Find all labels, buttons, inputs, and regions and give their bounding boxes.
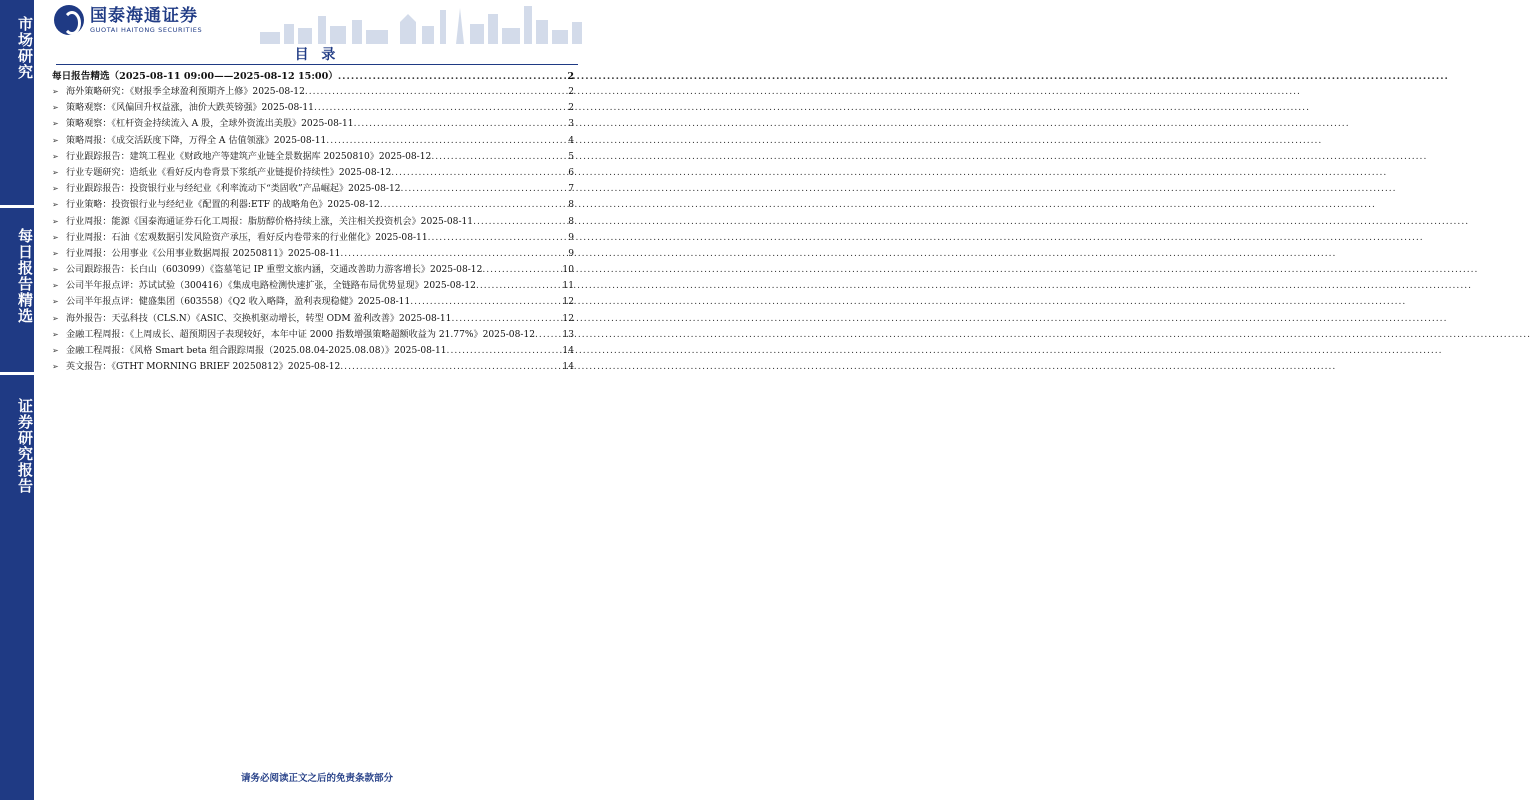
dot-leader [431,152,560,162]
toc-page-number: 11 [562,281,574,292]
toc-item-text: 行业周报：公用事业《公用事业数据周报 20250811》2025-08-11 [66,248,341,259]
sidebar-divider [0,372,34,375]
toc-item[interactable] [52,230,574,246]
brand-logo-icon [54,5,84,35]
dot-leader [338,71,560,82]
toc-page-number: 2 [568,103,574,114]
toc-page-number: 14 [562,362,574,373]
arrow-bullet-icon: ➢ [52,232,59,242]
toc-item[interactable] [52,246,574,262]
toc-page-number: 2 [567,71,574,82]
toc-item[interactable] [52,133,574,149]
toc-item[interactable] [52,181,574,197]
brand-name-cn: 国泰海通证券 [90,5,198,26]
toc-item[interactable] [52,116,574,132]
table-of-contents [52,68,574,375]
dot-leader [391,168,560,178]
dot-leader [305,87,560,97]
toc-item-text: 海外报告：天弘科技（CLS.N）《ASIC、交换机驱动增长，转型 ODM 盈利改善》2025-08-11 [66,313,452,324]
toc-item-text: 海外策略研究：《财报季全球盈利预期齐上修》2025-08-12 [66,87,305,97]
dot-leader [340,362,560,372]
dot-leader [476,281,560,291]
toc-item-text: 策略观察：《杠杆资金持续流入 A 股，全球外资流出美股》2025-08-11 [66,119,354,130]
dot-leader [428,233,560,243]
arrow-bullet-icon: ➢ [52,297,59,307]
arrow-bullet-icon: ➢ [52,362,59,372]
dot-leader [473,217,560,227]
dot-leader [314,103,560,113]
toc-item[interactable] [52,262,574,278]
toc-item[interactable] [52,165,574,181]
toc-page-number: 8 [568,200,574,211]
toc-page-number: 10 [562,265,574,276]
toc-page-number: 4 [568,135,574,146]
toc-section-title: 每日报告精选（2025-08-11 09:00——2025-08-12 15:00） [52,71,338,82]
toc-item-text: 行业周报：石油《宏观数据引发风险资产承压，看好反内卷带来的行业催化》2025-08-11 [66,232,428,243]
toc-page-number: 6 [568,167,574,178]
toc-item[interactable] [52,294,574,310]
toc-item[interactable] [52,100,574,116]
arrow-bullet-icon: ➢ [52,329,59,339]
dot-leader [326,136,560,146]
arrow-bullet-icon: ➢ [52,119,59,129]
toc-item-text: 行业跟踪报告：投资银行业与经纪业《利率流动下“类固收”产品崛起》2025-08-12 [66,184,401,195]
arrow-bullet-icon: ➢ [52,265,59,275]
toc-item-text: 公司半年报点评：苏试试验（300416）《集成电路检测快速扩张，全链路布局优势显现》2025-08-12 [66,281,476,292]
dot-leader [354,119,560,129]
brand-logo [54,5,202,35]
toc-page-number: 8 [568,216,574,227]
toc-item-text: 金融工程周报：《风格 Smart beta 组合跟踪周报（2025.08.04-2025.08.08）》2025-08-11 [66,346,447,356]
toc-item-text: 英文报告：《GTHT MORNING BRIEF 20250812》2025-08-12 [66,362,341,373]
disclaimer-footer: 请务必阅读正文之后的免责条款部分 [240,773,393,784]
toc-item-text: 金融工程周报：《上周成长、超预期因子表现较好，本年中证 2000 指数增强策略超额收益为 21.77%》2025-08-12 [66,329,536,340]
arrow-bullet-icon: ➢ [52,103,59,113]
toc-page-number: 9 [568,232,574,243]
toc-item[interactable] [52,278,574,294]
city-skyline-icon [260,2,590,44]
arrow-bullet-icon: ➢ [52,151,59,161]
toc-item[interactable] [52,327,574,343]
dot-leader [410,297,560,307]
toc-item-text: 策略周报：《成交活跃度下降，万得全 A 估值领涨》2025-08-11 [66,135,327,146]
arrow-bullet-icon: ➢ [52,346,59,355]
toc-item-text: 公司跟踪报告：长白山（603099）《盗墓笔记 IP 重塑文旅内涵，交通改善助力游客增长》2025-08-12 [66,265,483,276]
arrow-bullet-icon: ➢ [52,281,59,291]
toc-item-text: 行业专题研究：造纸业《看好反内卷背景下浆纸产业链提价持续性》2025-08-12 [66,167,392,178]
toc-page-number: 5 [568,151,574,162]
toc-section-heading[interactable] [52,68,574,84]
arrow-bullet-icon: ➢ [52,200,59,210]
toc-item[interactable] [52,214,574,230]
dot-leader [482,265,560,275]
dot-leader [447,346,560,356]
toc-page-number: 9 [568,248,574,259]
dot-leader [340,249,560,259]
title-divider [56,64,578,65]
toc-page-number: 3 [568,119,574,130]
dot-leader [451,314,560,324]
arrow-bullet-icon: ➢ [52,135,59,145]
toc-page-number: 12 [562,313,574,324]
toc-page-number: 7 [568,184,574,195]
arrow-bullet-icon: ➢ [52,184,59,194]
sidebar-divider [0,205,34,208]
toc-item-text: 策略观察：《风偏回升权益涨，油价大跌英镑强》2025-08-11 [66,103,314,114]
toc-item[interactable] [52,311,574,327]
toc-item[interactable] [52,149,574,165]
page-title: 目 录 [294,47,340,63]
toc-item[interactable] [52,84,574,100]
arrow-bullet-icon: ➢ [52,87,59,96]
left-sidebar [0,0,34,800]
sidebar-label-market-research: 市场研究 [16,16,34,80]
toc-item-text: 行业跟踪报告：建筑工程业《财政地产等建筑产业链全景数据库 20250810》2025-08-12 [66,151,432,162]
toc-item[interactable] [52,343,574,359]
arrow-bullet-icon: ➢ [52,313,59,323]
brand-name-en: GUOTAI HAITONG SECURITIES [90,25,203,34]
arrow-bullet-icon: ➢ [52,216,59,226]
page-header [34,0,600,44]
toc-page-number: 13 [562,329,574,340]
toc-page-number: 2 [568,87,574,97]
dot-leader [401,184,560,194]
toc-page-number: 14 [562,346,574,356]
toc-item[interactable] [52,359,574,375]
toc-item-text: 公司半年报点评：健盛集团（603558）《Q2 收入略降，盈利表现稳健》2025-08-11 [66,297,411,308]
toc-item-text: 行业周报：能源《国泰海通证券石化工周报：脂肪醇价格持续上涨，关注相关投资机会》2025-08-11 [66,216,474,227]
dot-leader [535,330,560,340]
sidebar-label-daily-selection: 每日报告精选 [16,228,34,324]
arrow-bullet-icon: ➢ [52,248,59,258]
dot-leader [380,200,560,210]
toc-page-number: 12 [562,297,574,308]
toc-item-text: 行业策略：投资银行业与经纪业《配置的利器:ETF 的战略角色》2025-08-12 [66,200,380,211]
arrow-bullet-icon: ➢ [52,167,59,177]
toc-item[interactable] [52,197,574,213]
sidebar-label-securities-report: 证券研究报告 [16,398,34,494]
